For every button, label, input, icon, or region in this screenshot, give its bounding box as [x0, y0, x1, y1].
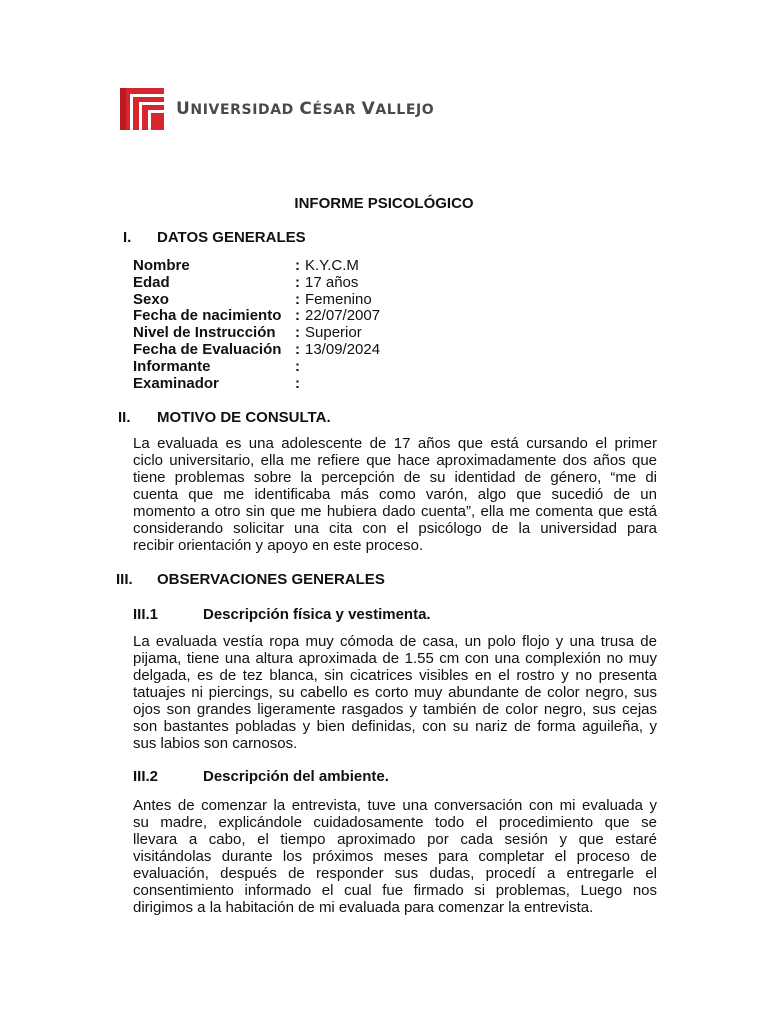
ucv-logo-icon: [118, 86, 166, 132]
paragraph-line: delgada, es de tez blanca, sin cicatrices visibles en el rostro y no presenta: [133, 667, 657, 684]
paragraph-line: considerando solicitar una cita con el psicólogo de la universidad para: [133, 520, 657, 537]
section-3-heading: [116, 571, 385, 588]
paragraph-line: pijama, tiene una altura aproximada de 1.55 cm con una complexión no muy: [133, 650, 657, 667]
data-row: [133, 359, 380, 376]
paragraph-line: Antes de comenzar la entrevista, tuve una conversación con mi evaluada y: [133, 797, 657, 814]
paragraph-line: sus labios son carnosos.: [133, 735, 298, 752]
consultation-reason-paragraph: [133, 435, 657, 554]
paragraph-line: ojos son grandes ligeramente rasgados y también de color negro, sus cejas: [133, 701, 657, 718]
section-1-number: I.: [123, 229, 132, 246]
paragraph-line: dirigimos a la habitación de mi evaluada para comenzar la entrevista.: [133, 899, 594, 916]
data-row: [133, 292, 380, 309]
subsection-3-2-title: Descripción del ambiente.: [203, 768, 389, 785]
university-name: UNIVERSIDAD CÉSAR VALLEJO: [176, 99, 435, 119]
data-row: [133, 342, 380, 359]
paragraph-line: La evaluada es una adolescente de 17 años que está cursando el primer: [133, 435, 657, 452]
paragraph-line: La evaluada vestía ropa muy cómoda de casa, un polo flojo y una trusa de: [133, 633, 657, 650]
university-logo: [118, 86, 434, 132]
data-row-value: Femenino: [305, 290, 372, 308]
data-row-colon: :: [295, 374, 300, 392]
data-row-label: Nombre: [133, 257, 190, 274]
paragraph-line: consentimiento informado el cual fue firmado si problemas, Luego nos: [133, 882, 657, 899]
data-row-colon: :: [295, 324, 300, 342]
data-row-colon: :: [295, 257, 300, 274]
data-row-label: Informante: [133, 357, 211, 375]
data-row: [133, 258, 380, 275]
paragraph-line: su madre, explicándole cuidadosamente todo el procedimiento que se: [133, 814, 657, 831]
paragraph-line: tatuajes ni piercings, su cabello es corto muy abundante de color negro, sus: [133, 684, 657, 701]
paragraph-line: son bastantes pobladas y bien definidas, con su nariz de forma aguileña, y: [133, 718, 657, 735]
data-row-colon: :: [295, 290, 300, 308]
paragraph-line: recibir orientación y apoyo en este proceso.: [133, 537, 424, 554]
section-2-heading: [118, 409, 331, 426]
section-2-number: II.: [118, 409, 131, 426]
data-row: [133, 308, 380, 325]
data-row-value: 17 años: [305, 273, 359, 291]
paragraph-line: ciclo universitario, ella me refiere que hace aproximadamente dos años que: [133, 452, 657, 469]
data-row-label: Examinador: [133, 374, 219, 392]
section-2-title: MOTIVO DE CONSULTA.: [157, 409, 331, 426]
section-3-title: OBSERVACIONES GENERALES: [157, 571, 385, 588]
general-data-table: [133, 258, 380, 392]
subsection-3-1-title: Descripción física y vestimenta.: [203, 606, 431, 623]
data-row-colon: :: [295, 340, 300, 358]
environment-description-paragraph: [133, 797, 657, 916]
section-1-title: DATOS GENERALES: [157, 229, 306, 246]
section-1-heading: [123, 229, 306, 246]
data-row-value: Superior: [305, 324, 362, 342]
subsection-3-1-number: III.1: [133, 606, 159, 623]
paragraph-line: visitándolas durante los próximos meses para completar el proceso de: [133, 848, 657, 865]
section-3-number: III.: [116, 571, 133, 588]
data-row-value: 13/09/2024: [305, 340, 381, 358]
data-row-label: Edad: [133, 273, 170, 291]
data-row: [133, 275, 380, 292]
data-row-colon: :: [295, 307, 300, 325]
data-row-label: Fecha de Evaluación: [133, 340, 282, 358]
data-row: [133, 376, 380, 393]
report-title: INFORME PSICOLÓGICO: [294, 195, 474, 212]
data-row-value: 22/07/2007: [305, 307, 381, 325]
subsection-3-2-heading: [133, 768, 389, 785]
data-row-value: K.Y.C.M: [305, 257, 359, 274]
data-row-label: Sexo: [133, 290, 169, 308]
paragraph-line: evaluación, después de responder sus dudas, procedí a entregarle el: [133, 865, 657, 882]
data-row: [133, 325, 380, 342]
data-row-colon: :: [295, 357, 300, 375]
data-row-label: Fecha de nacimiento: [133, 307, 282, 325]
paragraph-line: momento a otro sin que me hubiera dado cuenta”, ella me comenta que está: [133, 503, 657, 520]
data-row-label: Nivel de Instrucción: [133, 324, 276, 342]
subsection-3-2-number: III.2: [133, 768, 159, 785]
paragraph-line: cuenta que me identificaba más como varón, algo que sucedió de un: [133, 486, 657, 503]
paragraph-line: llevara a cabo, el tiempo aproximado por cada sesión y que estaré: [133, 831, 657, 848]
paragraph-line: tiene problemas sobre la percepción de su identidad de género, “me di: [133, 469, 657, 486]
subsection-3-1-heading: [133, 606, 431, 623]
physical-description-paragraph: [133, 633, 657, 752]
data-row-colon: :: [295, 273, 300, 291]
